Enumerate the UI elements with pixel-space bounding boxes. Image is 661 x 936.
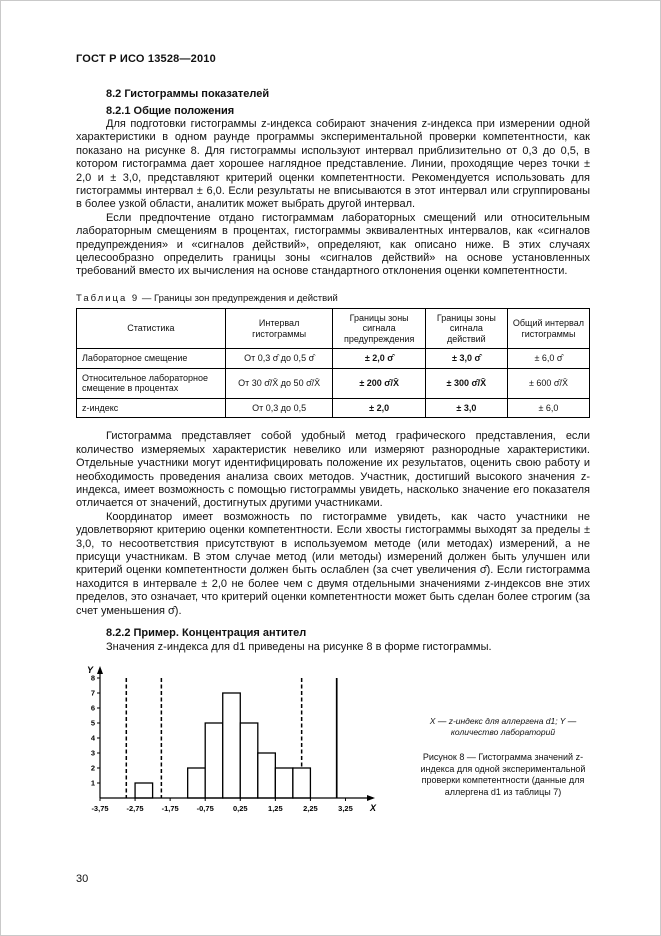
figure-8	[76, 664, 590, 822]
table-cell: Лабораторное смещение	[77, 349, 226, 369]
section-8-2-2-title: 8.2.2 Пример. Концентрация антител	[106, 627, 307, 640]
table-cell: ± 3,0	[425, 398, 507, 418]
histogram-chart	[76, 664, 378, 822]
table-cell: ± 200 σ̂/X̄	[333, 368, 425, 398]
histogram-bar	[240, 723, 258, 798]
warning-action-limits-table	[76, 308, 590, 419]
table-cell: ± 2,0 σ̂	[333, 349, 425, 369]
x-tick-label: -1,75	[161, 804, 179, 814]
table-cell: ± 2,0	[333, 398, 425, 418]
histogram-bar	[275, 768, 293, 798]
x-tick-label: -0,75	[196, 804, 214, 814]
histogram-bar	[293, 768, 311, 798]
table-header-cell: Границы зоны сигнала действий	[425, 308, 507, 349]
document-content	[76, 88, 590, 822]
histogram-bar	[135, 783, 153, 798]
paragraph-8-2-2-1: Значения z-индекса для d1 приведены на рисунке 8 в форме гистограммы.	[106, 641, 492, 654]
table-row	[77, 349, 590, 369]
figure-8-caption: Рисунок 8 — Гистограмма значений z-индекса для одной экспериментальной проверки компетентности (данные для аллергена d1 из таблицы 7)	[420, 752, 586, 797]
y-tick-label: 6	[90, 704, 95, 714]
figure-8-captions	[416, 716, 590, 798]
table-header-cell: Общий интервал гистограммы	[507, 308, 589, 349]
y-axis-letter: Y	[86, 665, 93, 676]
section-8-2-1-title: 8.2.1 Общие положения	[106, 105, 235, 117]
table-header-row	[77, 308, 590, 349]
table-header-cell: Интервал гистограммы	[225, 308, 333, 349]
histogram-bar	[258, 753, 276, 798]
y-tick-label: 1	[90, 779, 95, 789]
x-tick-label: -3,75	[91, 804, 109, 814]
histogram-bar	[223, 693, 241, 798]
table-header-cell: Статистика	[77, 308, 226, 349]
histogram-bar	[205, 723, 223, 798]
table-cell: ± 600 σ̂/X̄	[507, 368, 589, 398]
x-tick-label: -2,75	[126, 804, 144, 814]
paragraph-8-2-1-3: Гистограмма представляет собой удобный метод графического представления, если количество измеряемых характеристик невелико или измеряют разнородные характеристики. Отдельные участники могут идентифицировать положение их результатов, оценить свою работу и необходимость проведения анализа своих методов. Участник, достигший высокого значения z-индекса, имеет возможность с помощью гистограммы увидеть, насколько значение его показателя отличается от значений, достигнутых другими участниками.	[76, 430, 590, 510]
table-row	[77, 368, 590, 398]
table-cell: ± 6,0	[507, 398, 589, 418]
x-axis-letter: X	[369, 803, 376, 814]
histogram-bar	[188, 768, 206, 798]
paragraph-8-2-1-1: Для подготовки гистограммы z-индекса собирают значения z-индекса при измерении одной характеристики в одном раунде программы экспериментальной проверки компетентности, как показано на рисунке 8. Для гистограммы используют интервал приблизительно от 0,3 до 0,5, в котором гистограмма дает хорошее наглядное представление. Линии, проходящие через точки ± 2,0 и ± 3,0, представляют критерий оценки компетентности. Рекомендуется использовать для гистограммы интервал ± 6,0. Если результаты не вписываются в этот интервал или сгруппированы в более узкой области, аналитик может выбрать другой интервал.	[76, 118, 590, 211]
page-number: 30	[76, 873, 89, 885]
figure-8-axis-note: X — z-индекс для аллергена d1; Y — количество лабораторий	[429, 716, 577, 738]
table-header-cell: Границы зоны сигнала предупреждения	[333, 308, 425, 349]
y-tick-label: 3	[90, 749, 95, 759]
x-tick-label: 3,25	[338, 804, 353, 814]
y-axis-arrow	[97, 666, 103, 674]
y-tick-label: 4	[90, 734, 95, 744]
table-cell: Относительное лабораторное смещение в процентах	[77, 368, 226, 398]
y-tick-label: 8	[90, 674, 95, 684]
y-tick-label: 2	[90, 764, 95, 774]
table-cell: ± 300 σ̂/X̄	[425, 368, 507, 398]
table-9-caption-text: — Границы зон предупреждения и действий	[141, 292, 338, 304]
y-tick-label: 7	[90, 689, 95, 699]
x-axis-arrow	[367, 795, 375, 801]
x-tick-label: 0,25	[232, 804, 248, 814]
paragraph-8-2-1-2: Если предпочтение отдано гистограммам лабораторных смещений или относительным лабораторным смещениям в процентах, гистограммы эквивалентных интервалов, как «сигналов предупреждения» и «сигналов действий», определяют, как описано ниже. В этих случаях целесообразно определить границы зоны «сигналов действий» на основе установленных требований вместо их вычисления на основе стандартного отклонения оценки компетентности.	[76, 211, 590, 278]
x-tick-label: 1,25	[268, 804, 283, 814]
table-cell: ± 6,0 σ̂	[507, 349, 589, 369]
table-9-caption	[76, 293, 590, 304]
table-cell: z-индекс	[77, 398, 226, 418]
table-cell: От 0,3 до 0,5	[225, 398, 333, 418]
table-cell: От 30 σ̂/X̄ до 50 σ̂/X̄	[225, 368, 333, 398]
table-9-caption-label: Таблица 9	[76, 292, 140, 304]
document-header: ГОСТ Р ИСО 13528—2010	[76, 53, 216, 65]
paragraph-8-2-1-4: Координатор имеет возможность по гистограмме увидеть, как часто участники не удовлетворяют критерию оценки компетентности. Если хвосты гистограммы выходят за пределы ± 3,0, то несоответствия присутствуют в используемом методе (или методах) измерений, а не присущи участникам. В этом случае метод (или методы) измерений должен быть улучшен или критерий оценки компетентности должен быть ослаблен (за счет увеличения σ̂). Если гистограмма находится в интервале ± 2,0 не более чем с двумя отдельными значениями z-индексов вне этих пределов, это означает, что критерий оценки компетентности может быть сделан более строгим (за счет уменьшения σ̂).	[76, 510, 590, 617]
x-tick-label: 2,25	[303, 804, 318, 814]
table-row	[77, 398, 590, 418]
y-tick-label: 5	[90, 719, 95, 729]
table-cell: От 0,3 σ̂ до 0,5 σ̂	[225, 349, 333, 369]
table-cell: ± 3,0 σ̂	[425, 349, 507, 369]
section-8-2-title: 8.2 Гистограммы показателей	[106, 88, 270, 100]
